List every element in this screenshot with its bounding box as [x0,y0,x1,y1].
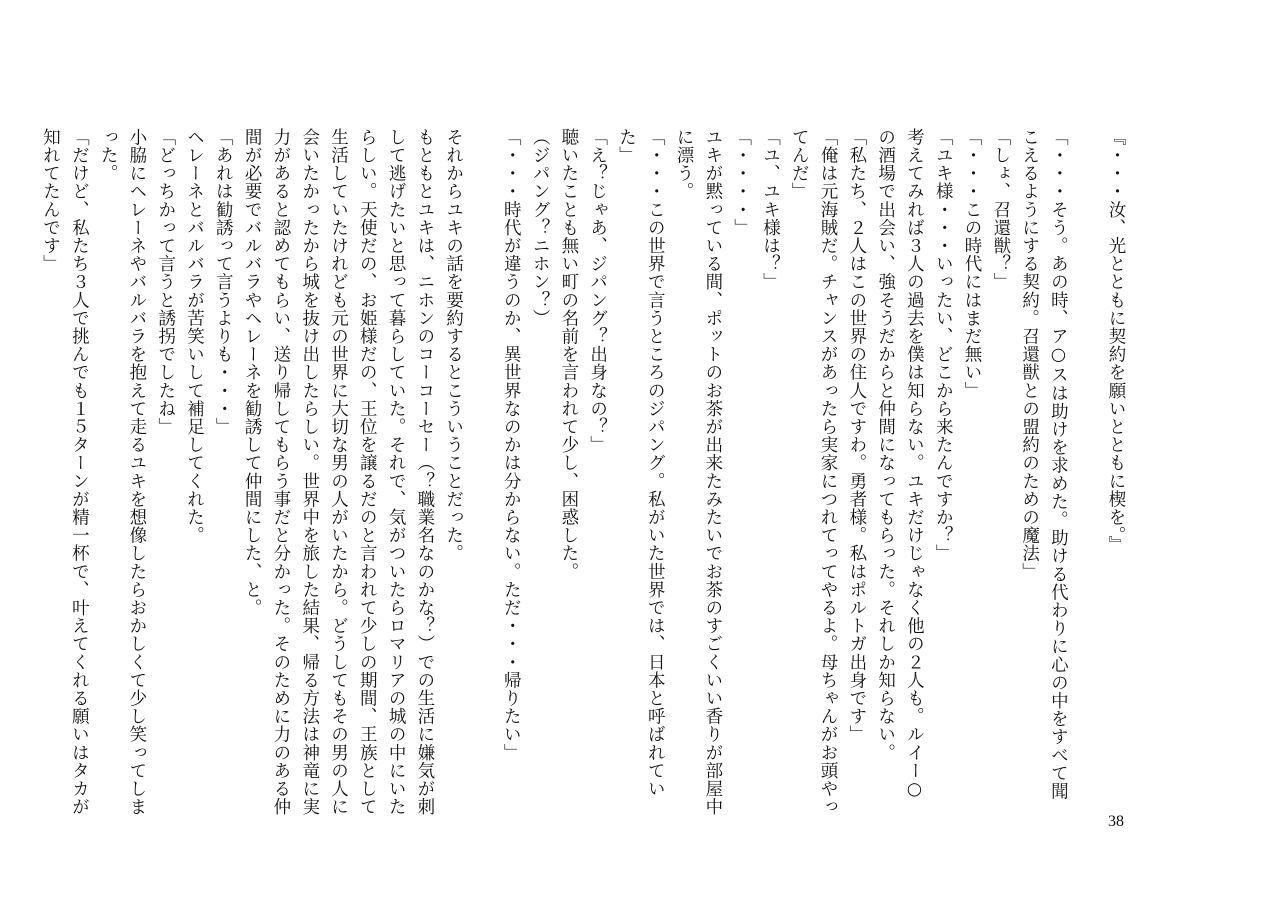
text-line: 「しょ、召還獣？」 [990,128,1011,291]
vertical-text-body [40,128,1130,818]
text-line: 「だけど、私たち３人で挑んでも１５ターンが精一杯で、叶えてくれる願いはタカが知れてたんです」 [40,128,90,816]
text-line: もともとユキは、ニホンのコーコーセー（？職業名なのかな？）での生活に嫌気が刺して逃げたいと思って暮らしていた。それで、気がついたらロマリアの城の中にいたらしい。天使だの、お姫様だの、王位を譲るだのと言われて少しの期間、王族として生活していたけれども元の世界に大切な男の人がいたから。どうしてもその男の人に会いたかったから城を抜け出したらしい。世界中を旅した結果、帰る方法は神竜に実力があると認めてもらい、送り帰してもらう事だと分かった。そのために力のある仲間が必要でバルバラやヘレーネを勧誘して仲間にした、と。 [242,128,435,816]
text-line: 「どっちかって言うと誘拐でしたね」 [155,128,176,436]
text-line: ユキが黙っている間、ポットのお茶が出来たみたいでお茶のすごくいい香りが部屋中に漂う。 [674,128,723,816]
text-line: 「私たち、２人はこの世界の住人ですわ。勇者様。私はポルトガ出身です」 [846,128,867,744]
text-line: 小脇にヘレーネやバルバラを抱えて走るユキを想像したらおかしくて少し笑ってしまった。 [98,128,147,816]
text-line: ヘレーネとバルバラが苦笑いして補足してくれた。 [184,128,205,545]
blank-line [1072,128,1101,818]
text-line: 「俺は元海賊だ。チャンスがあったら実家につれてってやるよ。母ちゃんがお頭やってんだ」 [789,128,839,816]
text-line: （ジパング？ニホン？） [530,128,551,328]
text-line: 「・・・この世界で言うところのジパング。私がいた世界では、日本と呼ばれていた」 [616,128,666,798]
text-line: 「え？じゃあ、ジパング？出身なの？」 [587,128,608,454]
text-line: それからユキの話を要約するとこういうことだった。 [443,128,464,563]
text-line: 考えてみれば３人の過去を僕は知らない。ユキだけじゃなく他の２人も。ルイー○の酒場で出会い、強そうだからと仲間になってもらった。それしか知らない。 [875,128,925,801]
text-line: 「・・・時代が違うのか、異世界なのかは分からない。ただ・・・帰りたい」 [501,128,522,762]
text-line: 『・・・汝、光とともに契約を願いとともに楔を。』 [1106,128,1126,554]
text-line: 「ユ、ユキ様は？」 [760,128,781,291]
text-line: 聴いたことも無い町の名前を言われて少し、困惑した。 [558,128,579,581]
page-number: 38 [1108,813,1124,830]
text-line: 「あれは勧誘って言うよりも・・・」 [213,128,234,436]
text-line: 「・・・・」 [731,128,752,237]
text-line: 「・・・そう。あの時、ア○スは助けを求めた。助ける代わりに心の中をすべて聞こえるようにする契約。召還獣との盟約のための魔法」 [1019,128,1069,801]
text-line: 「・・・この時代にはまだ無い」 [962,128,983,400]
text-line: 「ユキ様・・・いったい、どこから来たんですか？」 [933,128,954,563]
blank-line [468,128,497,818]
